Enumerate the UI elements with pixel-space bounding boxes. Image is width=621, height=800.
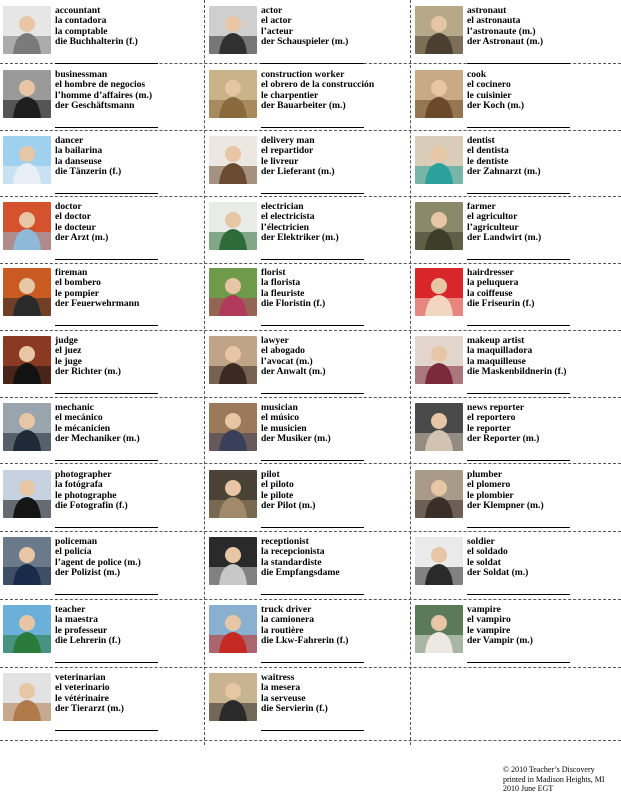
french-term: la coiffeuse bbox=[467, 287, 513, 299]
translation-list bbox=[261, 6, 411, 48]
german-term: der Landwirt (m.) bbox=[467, 232, 542, 244]
musician-photo-icon bbox=[209, 403, 257, 451]
write-in-line bbox=[261, 393, 364, 394]
english-term: delivery man bbox=[261, 135, 315, 146]
english-term: actor bbox=[261, 5, 283, 16]
french-term: le juge bbox=[55, 355, 82, 367]
german-term: der Klempner (m.) bbox=[467, 500, 544, 512]
vocab-card bbox=[206, 3, 411, 68]
german-term: die Tänzerin (f.) bbox=[55, 166, 122, 178]
vocab-card bbox=[206, 534, 411, 599]
cut-line-horizontal bbox=[0, 667, 621, 668]
spanish-term: el electricista bbox=[261, 211, 315, 223]
french-term: le professeur bbox=[55, 624, 108, 636]
spanish-term: el repartidor bbox=[261, 145, 314, 157]
french-term: le mécanicien bbox=[55, 422, 111, 434]
makeup-artist-photo-icon bbox=[415, 336, 463, 384]
french-term: le cuisinier bbox=[467, 89, 512, 101]
english-term: lawyer bbox=[261, 335, 289, 346]
english-term: veterinarian bbox=[55, 672, 106, 683]
write-in-line bbox=[467, 393, 570, 394]
vocab-card bbox=[0, 67, 205, 132]
veterinarian-photo-icon bbox=[3, 673, 51, 721]
french-term: la routière bbox=[261, 624, 304, 636]
lawyer-photo-icon bbox=[209, 336, 257, 384]
vocab-card bbox=[412, 534, 617, 599]
translation-list bbox=[55, 336, 205, 378]
vocab-card bbox=[206, 400, 411, 465]
spanish-term: el reportero bbox=[467, 412, 516, 424]
plumber-photo-icon bbox=[415, 470, 463, 518]
vocab-card bbox=[0, 602, 205, 667]
english-term: makeup artist bbox=[467, 335, 525, 346]
german-term: der Polizist (m.) bbox=[55, 567, 121, 579]
write-in-line bbox=[55, 662, 158, 663]
teacher-photo-icon bbox=[3, 605, 51, 653]
german-term: der Tierarzt (m.) bbox=[55, 703, 124, 715]
german-term: die Lehrerin (f.) bbox=[55, 635, 121, 647]
english-term: policeman bbox=[55, 536, 98, 547]
spanish-term: la recepcionista bbox=[261, 546, 325, 558]
vocab-card bbox=[0, 199, 205, 264]
french-term: le pompier bbox=[55, 287, 99, 299]
english-term: fireman bbox=[55, 267, 88, 278]
german-term: die Buchhalterin (f.) bbox=[55, 36, 138, 48]
vocab-card bbox=[0, 467, 205, 532]
english-term: cook bbox=[467, 69, 487, 80]
german-term: der Geschäftsmann bbox=[55, 100, 135, 112]
translation-list bbox=[55, 470, 205, 512]
write-in-line bbox=[467, 527, 570, 528]
french-term: l’astronaute (m.) bbox=[467, 25, 536, 37]
translation-list bbox=[55, 202, 205, 244]
cut-line-horizontal bbox=[0, 330, 621, 331]
dentist-photo-icon bbox=[415, 136, 463, 184]
french-term: le vampire bbox=[467, 624, 511, 636]
translation-list bbox=[55, 673, 205, 715]
spanish-term: el actor bbox=[261, 15, 292, 27]
english-term: truck driver bbox=[261, 604, 312, 615]
english-term: construction worker bbox=[261, 69, 345, 80]
electrician-photo-icon bbox=[209, 202, 257, 250]
french-term: le musicien bbox=[261, 422, 307, 434]
english-term: farmer bbox=[467, 201, 496, 212]
vocab-card bbox=[0, 534, 205, 599]
actor-photo-icon bbox=[209, 6, 257, 54]
english-term: vampire bbox=[467, 604, 501, 615]
vocab-card bbox=[206, 467, 411, 532]
write-in-line bbox=[261, 259, 364, 260]
translation-list bbox=[261, 268, 411, 310]
translation-list bbox=[55, 403, 205, 445]
french-term: la fleuriste bbox=[261, 287, 305, 299]
english-term: hairdresser bbox=[467, 267, 514, 278]
write-in-line bbox=[467, 594, 570, 595]
german-term: die Maskenbildnerin (f.) bbox=[467, 366, 567, 378]
vocab-card bbox=[412, 3, 617, 68]
german-term: der Feuerwehrmann bbox=[55, 298, 140, 310]
waitress-photo-icon bbox=[209, 673, 257, 721]
write-in-line bbox=[55, 325, 158, 326]
write-in-line bbox=[467, 127, 570, 128]
english-term: plumber bbox=[467, 469, 503, 480]
french-term: la maquilleuse bbox=[467, 355, 526, 367]
mechanic-photo-icon bbox=[3, 403, 51, 451]
translation-list bbox=[467, 470, 617, 512]
french-term: le charpentier bbox=[261, 89, 319, 101]
translation-list bbox=[261, 70, 411, 112]
german-term: der Soldat (m.) bbox=[467, 567, 529, 579]
translation-list bbox=[261, 470, 411, 512]
cook-photo-icon bbox=[415, 70, 463, 118]
german-term: der Arzt (m.) bbox=[55, 232, 109, 244]
english-term: astronaut bbox=[467, 5, 507, 16]
write-in-line bbox=[467, 63, 570, 64]
spanish-term: el plomero bbox=[467, 479, 511, 491]
vocab-card bbox=[0, 265, 205, 330]
translation-list bbox=[467, 6, 617, 48]
translation-list bbox=[261, 537, 411, 579]
vocab-card bbox=[412, 133, 617, 198]
french-term: l’agent de police (m.) bbox=[55, 556, 141, 568]
write-in-line bbox=[467, 193, 570, 194]
german-term: der Pilot (m.) bbox=[261, 500, 316, 512]
write-in-line bbox=[261, 460, 364, 461]
news-reporter-photo-icon bbox=[415, 403, 463, 451]
footer-line: printed in Madison Heights, MI bbox=[503, 774, 605, 784]
translation-list bbox=[467, 268, 617, 310]
photographer-photo-icon bbox=[3, 470, 51, 518]
vocab-card bbox=[0, 133, 205, 198]
spanish-term: la camionera bbox=[261, 614, 315, 626]
english-term: doctor bbox=[55, 201, 82, 212]
french-term: la serveuse bbox=[261, 692, 306, 704]
translation-list bbox=[467, 336, 617, 378]
spanish-term: el obrero de la construcción bbox=[261, 79, 375, 91]
french-term: le photographe bbox=[55, 489, 117, 501]
spanish-term: la mesera bbox=[261, 682, 301, 694]
german-term: die Servierin (f.) bbox=[261, 703, 328, 715]
translation-list bbox=[467, 403, 617, 445]
copyright-footer bbox=[503, 765, 605, 794]
german-term: der Richter (m.) bbox=[55, 366, 121, 378]
english-term: photographer bbox=[55, 469, 112, 480]
fireman-photo-icon bbox=[3, 268, 51, 316]
spanish-term: el juez bbox=[55, 345, 82, 357]
french-term: la danseuse bbox=[55, 155, 102, 167]
write-in-line bbox=[261, 325, 364, 326]
construction-worker-photo-icon bbox=[209, 70, 257, 118]
vocab-card bbox=[412, 67, 617, 132]
write-in-line bbox=[467, 259, 570, 260]
receptionist-photo-icon bbox=[209, 537, 257, 585]
vampire-photo-icon bbox=[415, 605, 463, 653]
write-in-line bbox=[467, 325, 570, 326]
vocab-card bbox=[0, 333, 205, 398]
spanish-term: el piloto bbox=[261, 479, 294, 491]
german-term: der Musiker (m.) bbox=[261, 433, 331, 445]
translation-list bbox=[467, 202, 617, 244]
french-term: l’agriculteur bbox=[467, 221, 519, 233]
spanish-term: el agricultor bbox=[467, 211, 518, 223]
write-in-line bbox=[55, 730, 158, 731]
astronaut-photo-icon bbox=[415, 6, 463, 54]
german-term: die Friseurin (f.) bbox=[467, 298, 535, 310]
french-term: l’avocat (m.) bbox=[261, 355, 313, 367]
english-term: dancer bbox=[55, 135, 84, 146]
spanish-term: la peluquera bbox=[467, 277, 519, 289]
german-term: die Fotografin (f.) bbox=[55, 500, 128, 512]
write-in-line bbox=[55, 193, 158, 194]
vocab-card bbox=[412, 265, 617, 330]
cut-line-horizontal bbox=[0, 599, 621, 600]
french-term: la standardiste bbox=[261, 556, 322, 568]
translation-list bbox=[261, 336, 411, 378]
spanish-term: la contadora bbox=[55, 15, 107, 27]
translation-list bbox=[55, 268, 205, 310]
spanish-term: la maquilladora bbox=[467, 345, 533, 357]
english-term: accountant bbox=[55, 5, 101, 16]
french-term: l’homme d’affaires (m.) bbox=[55, 89, 153, 101]
truck-driver-photo-icon bbox=[209, 605, 257, 653]
translation-list bbox=[261, 202, 411, 244]
vocab-card bbox=[206, 602, 411, 667]
english-term: receptionist bbox=[261, 536, 309, 547]
write-in-line bbox=[55, 259, 158, 260]
english-term: florist bbox=[261, 267, 286, 278]
pilot-photo-icon bbox=[209, 470, 257, 518]
german-term: der Anwalt (m.) bbox=[261, 366, 326, 378]
french-term: le vétérinaire bbox=[55, 692, 109, 704]
german-term: der Reporter (m.) bbox=[467, 433, 540, 445]
translation-list bbox=[467, 605, 617, 647]
translation-list bbox=[261, 673, 411, 715]
translation-list bbox=[55, 70, 205, 112]
policeman-photo-icon bbox=[3, 537, 51, 585]
english-term: businessman bbox=[55, 69, 108, 80]
footer-line: © 2010 Teacher’s Discovery bbox=[503, 765, 595, 774]
vocab-card bbox=[412, 467, 617, 532]
cut-line-horizontal bbox=[0, 740, 621, 741]
english-term: musician bbox=[261, 402, 298, 413]
vocab-card bbox=[0, 3, 205, 68]
vocab-card bbox=[206, 333, 411, 398]
write-in-line bbox=[261, 662, 364, 663]
translation-list bbox=[55, 605, 205, 647]
spanish-term: la bailarina bbox=[55, 145, 103, 157]
french-term: le docteur bbox=[55, 221, 96, 233]
translation-list bbox=[467, 136, 617, 178]
french-term: le dentiste bbox=[467, 155, 509, 167]
write-in-line bbox=[261, 594, 364, 595]
write-in-line bbox=[55, 594, 158, 595]
english-term: judge bbox=[55, 335, 78, 346]
german-term: die Floristin (f.) bbox=[261, 298, 326, 310]
accountant-photo-icon bbox=[3, 6, 51, 54]
spanish-term: la florista bbox=[261, 277, 301, 289]
write-in-line bbox=[261, 730, 364, 731]
write-in-line bbox=[467, 460, 570, 461]
translation-list bbox=[467, 70, 617, 112]
french-term: le plombier bbox=[467, 489, 514, 501]
vocab-card bbox=[206, 67, 411, 132]
judge-photo-icon bbox=[3, 336, 51, 384]
english-term: waitress bbox=[261, 672, 295, 683]
spanish-term: el vampiro bbox=[467, 614, 511, 626]
french-term: le soldat bbox=[467, 556, 501, 568]
write-in-line bbox=[261, 127, 364, 128]
translation-list bbox=[261, 136, 411, 178]
english-term: dentist bbox=[467, 135, 495, 146]
spanish-term: la maestra bbox=[55, 614, 98, 626]
spanish-term: el veterinario bbox=[55, 682, 110, 694]
write-in-line bbox=[55, 63, 158, 64]
german-term: der Koch (m.) bbox=[467, 100, 525, 112]
german-term: der Zahnarzt (m.) bbox=[467, 166, 541, 178]
vocab-card bbox=[206, 199, 411, 264]
german-term: der Schauspieler (m.) bbox=[261, 36, 349, 48]
spanish-term: el cocinero bbox=[467, 79, 511, 91]
soldier-photo-icon bbox=[415, 537, 463, 585]
english-term: soldier bbox=[467, 536, 495, 547]
german-term: die Lkw-Fahrerin (f.) bbox=[261, 635, 349, 647]
write-in-line bbox=[261, 193, 364, 194]
vocab-card bbox=[412, 333, 617, 398]
french-term: le livreur bbox=[261, 155, 299, 167]
write-in-line bbox=[55, 393, 158, 394]
vocab-card bbox=[412, 400, 617, 465]
vocab-card bbox=[0, 670, 205, 735]
businessman-photo-icon bbox=[3, 70, 51, 118]
vocab-card bbox=[412, 199, 617, 264]
german-term: der Elektriker (m.) bbox=[261, 232, 339, 244]
spanish-term: el hombre de negocios bbox=[55, 79, 146, 91]
german-term: der Lieferant (m.) bbox=[261, 166, 335, 178]
translation-list bbox=[261, 403, 411, 445]
english-term: electrician bbox=[261, 201, 304, 212]
german-term: der Bauarbeiter (m.) bbox=[261, 100, 346, 112]
spanish-term: el soldado bbox=[467, 546, 508, 558]
german-term: der Vampir (m.) bbox=[467, 635, 534, 647]
french-term: le pilote bbox=[261, 489, 294, 501]
footer-line: 2010 June EGT bbox=[503, 784, 554, 794]
translation-list bbox=[55, 537, 205, 579]
write-in-line bbox=[261, 63, 364, 64]
french-term: l’électricien bbox=[261, 221, 309, 233]
translation-list bbox=[467, 537, 617, 579]
vocab-card bbox=[206, 670, 411, 735]
delivery-man-photo-icon bbox=[209, 136, 257, 184]
vocab-card bbox=[412, 602, 617, 667]
english-term: news reporter bbox=[467, 402, 525, 413]
english-term: pilot bbox=[261, 469, 280, 480]
spanish-term: el abogado bbox=[261, 345, 305, 357]
spanish-term: el músico bbox=[261, 412, 300, 424]
spanish-term: el bombero bbox=[55, 277, 101, 289]
vocab-card bbox=[206, 265, 411, 330]
write-in-line bbox=[55, 127, 158, 128]
german-term: der Mechaniker (m.) bbox=[55, 433, 140, 445]
spanish-term: el doctor bbox=[55, 211, 91, 223]
hairdresser-photo-icon bbox=[415, 268, 463, 316]
write-in-line bbox=[467, 662, 570, 663]
german-term: die Empfangsdame bbox=[261, 567, 340, 579]
french-term: la comptable bbox=[55, 25, 108, 37]
german-term: der Astronaut (m.) bbox=[467, 36, 544, 48]
write-in-line bbox=[55, 460, 158, 461]
translation-list bbox=[261, 605, 411, 647]
translation-list bbox=[55, 136, 205, 178]
spanish-term: la fotógrafa bbox=[55, 479, 103, 491]
english-term: teacher bbox=[55, 604, 86, 615]
write-in-line bbox=[55, 527, 158, 528]
doctor-photo-icon bbox=[3, 202, 51, 250]
spanish-term: el mecánico bbox=[55, 412, 103, 424]
french-term: l’acteur bbox=[261, 25, 293, 37]
spanish-term: el policía bbox=[55, 546, 92, 558]
english-term: mechanic bbox=[55, 402, 94, 413]
write-in-line bbox=[261, 527, 364, 528]
farmer-photo-icon bbox=[415, 202, 463, 250]
florist-photo-icon bbox=[209, 268, 257, 316]
french-term: le reporter bbox=[467, 422, 511, 434]
vocab-card bbox=[0, 400, 205, 465]
translation-list bbox=[55, 6, 205, 48]
dancer-photo-icon bbox=[3, 136, 51, 184]
spanish-term: el astronauta bbox=[467, 15, 521, 27]
spanish-term: el dentista bbox=[467, 145, 509, 157]
vocab-card bbox=[206, 133, 411, 198]
